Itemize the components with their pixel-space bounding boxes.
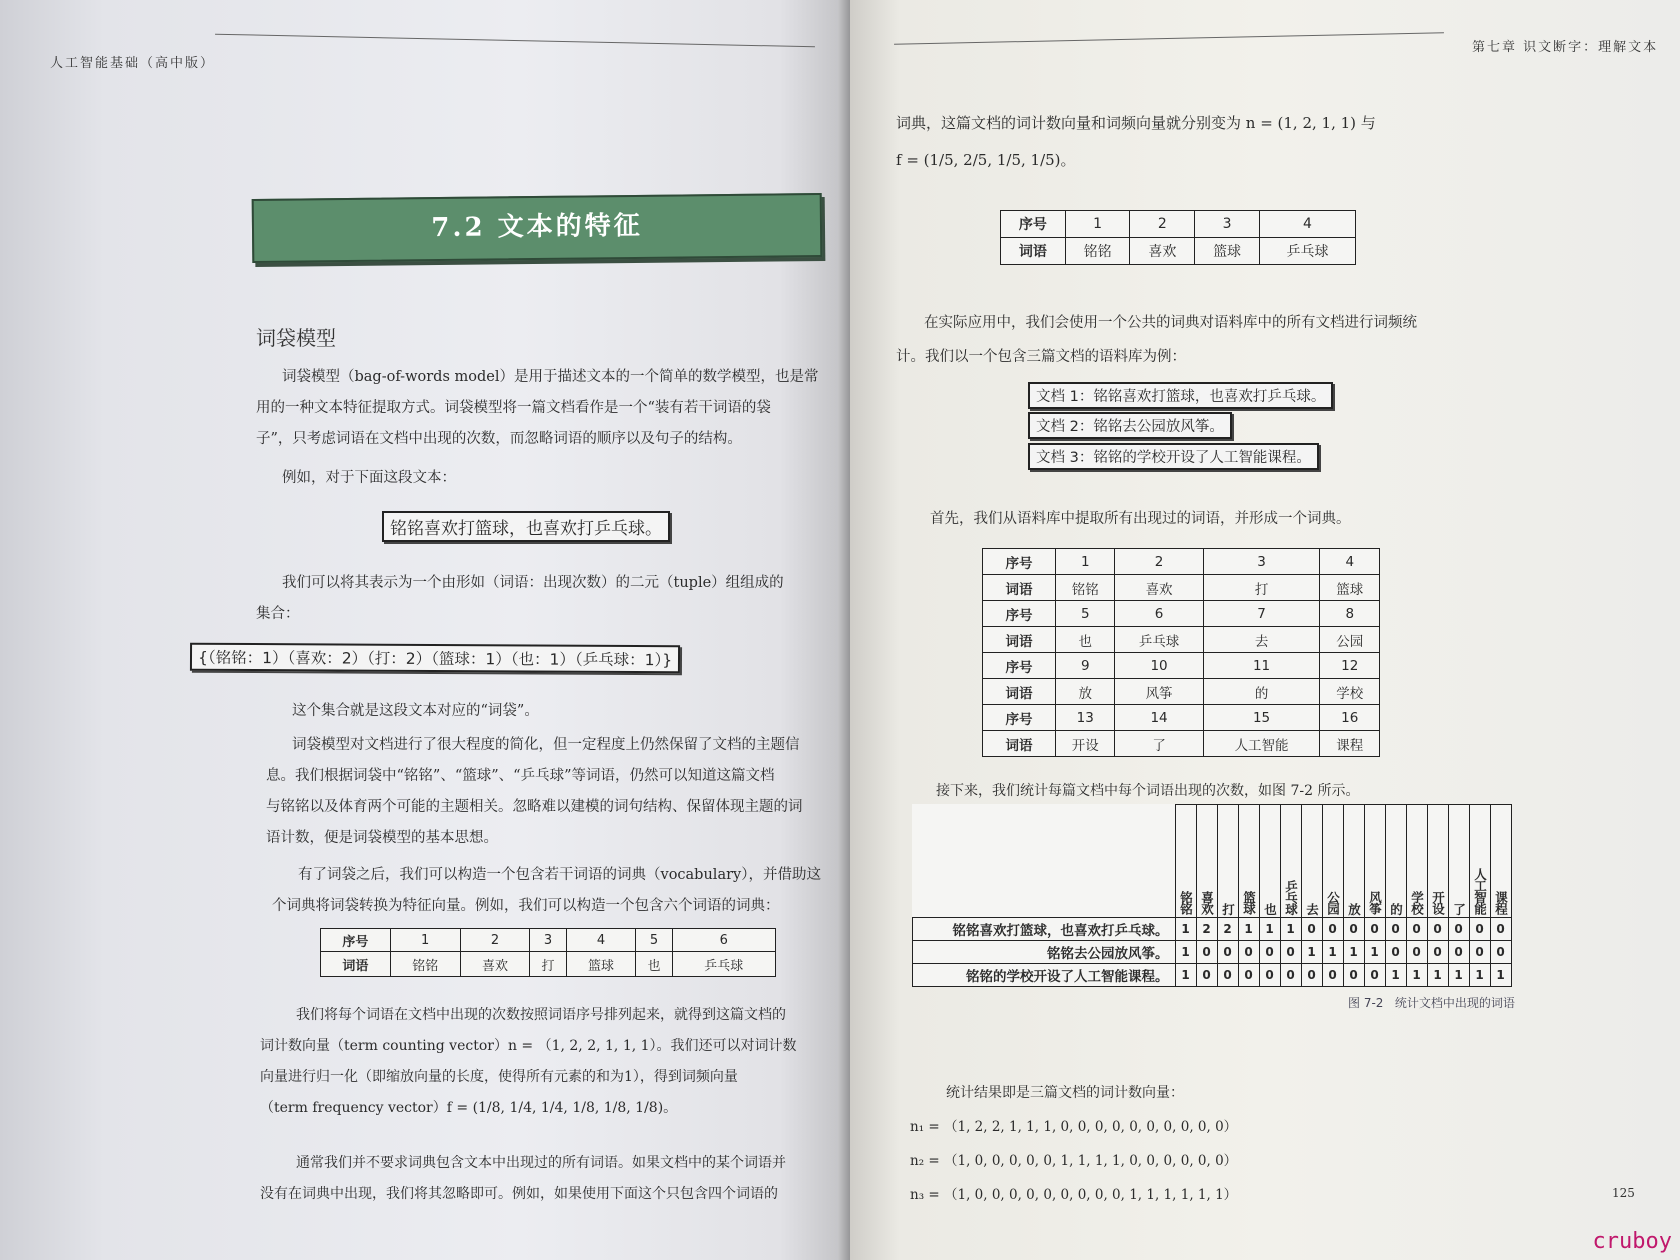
table-header-cell: 词语 (321, 952, 391, 977)
table-cell: 6 (672, 929, 775, 952)
table-cell: 13 (1056, 705, 1115, 731)
paragraph-2: 例如，对于下面这段文本： (282, 470, 456, 486)
paragraph-r4: 统计结果即是三篇文档的词计数向量： (946, 1085, 1184, 1101)
vocab-table-6 (320, 928, 776, 977)
table-header-cell: 序号 (983, 601, 1056, 627)
matrix-cell: 0 (1406, 941, 1427, 964)
table-cell: 14 (1115, 705, 1203, 731)
vector-n1: n₁ = （1, 2, 2, 1, 1, 1, 0, 0, 0, 0, 0, 0, 0, 0, 0, 0） (910, 1119, 1238, 1135)
table-cell: 铭铭 (1056, 575, 1115, 601)
page-number: 125 (1612, 1186, 1635, 1200)
matrix-column-header (1280, 805, 1301, 918)
table-header-cell: 序号 (983, 549, 1056, 575)
text-line: 我们将每个词语在文档中出现的次数按照词语序号排列起来，就得到这篇文档的 (296, 1007, 786, 1023)
column-label: 风筝 (1367, 891, 1383, 914)
table-cell: 也 (636, 952, 672, 977)
column-label: 铭铭 (1178, 891, 1194, 914)
table-cell: 11 (1203, 653, 1320, 679)
matrix-corner (913, 805, 1176, 918)
matrix-row (913, 941, 1512, 964)
table-header-cell: 词语 (983, 679, 1056, 705)
table-cell: 喜欢 (1130, 238, 1195, 265)
text-line: 子”，只考虑词语在文档中出现的次数，而忽略词语的顺序以及句子的结构。 (256, 431, 742, 447)
header-rule-right (894, 32, 1444, 45)
matrix-column-header (1343, 805, 1364, 918)
matrix-cell: 0 (1385, 941, 1406, 964)
table-header-cell: 词语 (983, 731, 1056, 757)
matrix-cell: 1 (1259, 918, 1280, 941)
table-cell: 4 (1259, 211, 1355, 238)
figure-number: 图 7-2 (1348, 996, 1384, 1010)
right-page (850, 0, 1680, 1260)
matrix-cell: 0 (1217, 941, 1238, 964)
vocab-table-4 (1000, 210, 1356, 265)
table-cell: 打 (1203, 575, 1320, 601)
table-cell: 开设 (1056, 731, 1115, 757)
matrix-column-header (1385, 805, 1406, 918)
table-header-cell: 序号 (983, 653, 1056, 679)
text-line: 词袋模型对文档进行了很大程度的简化，但一定程度上仍然保留了文档的主题信 (292, 737, 800, 753)
doc-2-box: 文档 2：铭铭去公园放风筝。 (1028, 412, 1232, 439)
matrix-column-header (1322, 805, 1343, 918)
paragraph-6 (272, 860, 821, 922)
text-line: 集合： (256, 606, 300, 622)
table-cell: 3 (1195, 211, 1260, 238)
table-cell: 风筝 (1115, 679, 1203, 705)
running-header-right: 第七章 识文断字：理解文本 (1472, 40, 1659, 55)
count-matrix-figure (912, 804, 1512, 987)
table-cell: 去 (1203, 627, 1320, 653)
text-line: 与铭铭以及体育两个可能的主题相关。忽略难以建模的词句结构、保留体现主题的词 (266, 799, 803, 815)
section-title: 7.2 文本的特征 (431, 210, 643, 244)
table-row (983, 653, 1380, 679)
matrix-cell: 0 (1280, 941, 1301, 964)
text-line: f = (1/5, 2/5, 1/5, 1/5)。 (896, 151, 1076, 169)
paragraph-8 (260, 1148, 786, 1210)
table-header-cell: 序号 (983, 705, 1056, 731)
table-cell: 1 (390, 929, 460, 952)
paragraph-r3: 接下来，我们统计每篇文档中每个词语出现的次数，如图 7-2 所示。 (936, 783, 1360, 799)
matrix-cell: 0 (1322, 918, 1343, 941)
matrix-cell: 0 (1364, 964, 1385, 987)
matrix-cell: 0 (1427, 941, 1448, 964)
table-cell: 7 (1203, 601, 1320, 627)
matrix-cell: 0 (1217, 964, 1238, 987)
matrix-cell: 1 (1175, 941, 1196, 964)
matrix-column-header (1427, 805, 1448, 918)
matrix-cell: 0 (1301, 964, 1322, 987)
text-line: 有了词袋之后，我们可以构造一个包含若干词语的词典（vocabulary），并借助这 (298, 867, 821, 883)
table-cell: 打 (530, 952, 566, 977)
matrix-cell: 1 (1238, 918, 1259, 941)
example-text-box: 铭铭喜欢打篮球，也喜欢打乒乓球。 (382, 511, 670, 542)
matrix-column-header (1175, 805, 1196, 918)
paragraph-5 (266, 730, 803, 854)
paragraph-r2: 首先，我们从语料库中提取所有出现过的词语，并形成一个词典。 (930, 511, 1351, 527)
column-label: 喜欢 (1199, 891, 1215, 914)
matrix-cell: 0 (1196, 941, 1217, 964)
paragraph-4: 这个集合就是这段文本对应的“词袋”。 (292, 703, 539, 719)
paragraph-3 (256, 568, 784, 630)
section-title-band (252, 193, 823, 263)
table-cell: 4 (1320, 549, 1380, 575)
matrix-cell: 0 (1343, 964, 1364, 987)
matrix-cell: 0 (1469, 941, 1490, 964)
table-cell: 乒乓球 (1259, 238, 1355, 265)
text-line: 在实际应用中，我们会使用一个公共的词典对语料库中的所有文档进行词频统 (924, 315, 1417, 331)
column-label: 去 (1304, 902, 1320, 914)
matrix-cell: 0 (1364, 918, 1385, 941)
column-label: 公园 (1325, 891, 1341, 914)
table-cell: 篮球 (1195, 238, 1260, 265)
matrix-column-header (1364, 805, 1385, 918)
table-cell: 篮球 (566, 952, 636, 977)
table-cell: 3 (530, 929, 566, 952)
matrix-cell: 1 (1427, 964, 1448, 987)
matrix-row-label: 铭铭喜欢打篮球，也喜欢打乒乓球。 (913, 918, 1176, 941)
table-cell: 铭铭 (390, 952, 460, 977)
table-row (983, 705, 1380, 731)
column-label: 学校 (1409, 891, 1425, 914)
table-header-cell: 序号 (1001, 211, 1066, 238)
table-cell: 3 (1203, 549, 1320, 575)
table-cell: 10 (1115, 653, 1203, 679)
table-header-cell: 词语 (1001, 238, 1066, 265)
matrix-row-label: 铭铭去公园放风筝。 (913, 941, 1176, 964)
table-row (983, 601, 1380, 627)
table-row (321, 929, 776, 952)
doc-1-box: 文档 1：铭铭喜欢打篮球，也喜欢打乒乓球。 (1028, 382, 1333, 409)
table-cell: 课程 (1320, 731, 1380, 757)
text-line: 词典，这篇文档的词计数向量和词频向量就分别变为 n = (1, 2, 1, 1) 与 (896, 114, 1376, 132)
matrix-cell: 1 (1469, 964, 1490, 987)
text-line: 个词典将词袋转换为特征向量。例如，我们可以构造一个包含六个词语的词典： (272, 898, 780, 914)
matrix-cell: 0 (1280, 964, 1301, 987)
table-row (321, 952, 776, 977)
matrix-cell: 0 (1469, 918, 1490, 941)
column-label: 乒乓球 (1283, 879, 1299, 914)
vocab-table-16 (982, 548, 1380, 757)
matrix-header-row (913, 805, 1512, 918)
matrix-cell: 0 (1448, 941, 1469, 964)
text-line: 词袋模型（bag-of-words model）是用于描述文本的一个简单的数学模型，也是常 (282, 369, 819, 385)
column-label: 开设 (1430, 891, 1446, 914)
matrix-cell: 1 (1364, 941, 1385, 964)
vector-n3: n₃ = （1, 0, 0, 0, 0, 0, 0, 0, 0, 0, 1, 1, 1, 1, 1, 1） (910, 1187, 1238, 1203)
watermark: cruboy (1592, 1229, 1672, 1254)
figure-caption (1348, 994, 1515, 1011)
table-cell: 篮球 (1320, 575, 1380, 601)
table-cell: 2 (1115, 549, 1203, 575)
matrix-column-header (1196, 805, 1217, 918)
table-cell: 5 (1056, 601, 1115, 627)
matrix-cell: 0 (1238, 964, 1259, 987)
table-cell: 的 (1203, 679, 1320, 705)
matrix-cell: 0 (1448, 918, 1469, 941)
matrix-cell: 0 (1490, 941, 1511, 964)
text-line: 我们可以将其表示为一个由形如（词语：出现次数）的二元（tuple）组组成的 (282, 575, 784, 591)
matrix-cell: 1 (1343, 941, 1364, 964)
matrix-column-header (1406, 805, 1427, 918)
matrix-cell: 0 (1322, 964, 1343, 987)
table-cell: 1 (1065, 211, 1130, 238)
table-cell: 9 (1056, 653, 1115, 679)
matrix-cell: 0 (1238, 941, 1259, 964)
table-cell: 了 (1115, 731, 1203, 757)
text-line: （term frequency vector）f = (1/8, 1/4, 1/4, 1/8, 1/8, 1/8)。 (260, 1100, 678, 1116)
table-row (983, 679, 1380, 705)
text-line: 向量进行归一化（即缩放向量的长度，使得所有元素的和为1），得到词频向量 (260, 1069, 738, 1085)
column-label: 课程 (1493, 891, 1509, 914)
matrix-column-header (1301, 805, 1322, 918)
table-cell: 16 (1320, 705, 1380, 731)
table-cell: 放 (1056, 679, 1115, 705)
running-header-left: 人工智能基础（高中版） (50, 56, 216, 71)
doc-3-box: 文档 3：铭铭的学校开设了人工智能课程。 (1028, 443, 1319, 470)
text-line: 通常我们并不要求词典包含文本中出现过的所有词语。如果文档中的某个词语并 (296, 1155, 786, 1171)
table-cell: 6 (1115, 601, 1203, 627)
table-cell: 2 (460, 929, 530, 952)
column-label: 也 (1262, 902, 1278, 914)
matrix-column-header (1217, 805, 1238, 918)
column-label: 人工智能 (1472, 868, 1488, 914)
vocab-table-16-body (983, 549, 1380, 757)
table-header-cell: 词语 (983, 627, 1056, 653)
text-line: 息。我们根据词袋中“铭铭”、“篮球”、“乒乓球”等词语，仍然可以知道这篇文档 (266, 768, 775, 784)
table-row (1001, 211, 1356, 238)
figure-title: 统计文档中出现的词语 (1394, 996, 1515, 1010)
matrix-column-header (1238, 805, 1259, 918)
column-label: 打 (1220, 902, 1236, 914)
matrix-cell: 2 (1217, 918, 1238, 941)
matrix-cell: 1 (1322, 941, 1343, 964)
matrix-cell: 1 (1175, 964, 1196, 987)
top-paragraph (896, 108, 1376, 176)
text-line: 没有在词典中出现，我们将其忽略即可。例如，如果使用下面这个只包含四个词语的 (260, 1186, 778, 1202)
table-cell: 也 (1056, 627, 1115, 653)
text-line: 计。我们以一个包含三篇文档的语料库为例： (896, 349, 1186, 365)
table-cell: 乒乓球 (672, 952, 775, 977)
matrix-cell: 1 (1385, 964, 1406, 987)
table-cell: 喜欢 (1115, 575, 1203, 601)
matrix-cell: 1 (1175, 918, 1196, 941)
table-cell: 乒乓球 (1115, 627, 1203, 653)
table-cell: 学校 (1320, 679, 1380, 705)
column-label: 篮球 (1241, 891, 1257, 914)
table-cell: 人工智能 (1203, 731, 1320, 757)
text-line: 语计数，便是词袋模型的基本思想。 (266, 830, 498, 846)
matrix-column-header (1490, 805, 1511, 918)
text-line: 词计数向量（term counting vector）n = （1, 2, 2, 1, 1, 1）。我们还可以对词计数 (260, 1038, 797, 1054)
matrix-row (913, 918, 1512, 941)
table-cell: 8 (1320, 601, 1380, 627)
column-label: 放 (1346, 902, 1362, 914)
matrix-cell: 0 (1259, 941, 1280, 964)
table-row (983, 549, 1380, 575)
table-cell: 公园 (1320, 627, 1380, 653)
matrix-cell: 0 (1196, 964, 1217, 987)
table-cell: 15 (1203, 705, 1320, 731)
paragraph-7 (260, 1000, 797, 1124)
matrix-cell: 0 (1343, 918, 1364, 941)
count-vectors (910, 1110, 1237, 1212)
subheading: 词袋模型 (256, 326, 336, 350)
matrix-column-header (1259, 805, 1280, 918)
header-rule-left (215, 34, 815, 48)
column-label: 的 (1388, 902, 1404, 914)
table-cell: 1 (1056, 549, 1115, 575)
column-label: 了 (1451, 902, 1467, 914)
matrix-cell: 0 (1490, 918, 1511, 941)
table-cell: 2 (1130, 211, 1195, 238)
matrix-cell: 1 (1448, 964, 1469, 987)
table-header-cell: 序号 (321, 929, 391, 952)
table-row (983, 731, 1380, 757)
table-row (983, 627, 1380, 653)
table-cell: 铭铭 (1065, 238, 1130, 265)
matrix-row (913, 964, 1512, 987)
table-row (983, 575, 1380, 601)
matrix-cell: 0 (1406, 918, 1427, 941)
table-row (1001, 238, 1356, 265)
matrix-row-label: 铭铭的学校开设了人工智能课程。 (913, 964, 1176, 987)
table-cell: 4 (566, 929, 636, 952)
matrix-cell: 0 (1301, 918, 1322, 941)
vector-n2: n₂ = （1, 0, 0, 0, 0, 0, 1, 1, 1, 1, 0, 0, 0, 0, 0, 0） (910, 1153, 1238, 1169)
matrix-cell: 0 (1385, 918, 1406, 941)
count-matrix-body (913, 805, 1512, 987)
table-cell: 12 (1320, 653, 1380, 679)
matrix-cell: 2 (1196, 918, 1217, 941)
table-cell: 喜欢 (460, 952, 530, 977)
matrix-cell: 1 (1406, 964, 1427, 987)
tuple-set-box: {（铭铭：1）（喜欢：2）（打：2）（篮球：1）（也：1）（乒乓球：1）} (190, 643, 680, 674)
matrix-cell: 0 (1259, 964, 1280, 987)
paragraph-r1 (896, 306, 1417, 374)
matrix-column-header (1469, 805, 1490, 918)
table-cell: 5 (636, 929, 672, 952)
matrix-cell: 1 (1301, 941, 1322, 964)
text-line: 用的一种文本特征提取方式。词袋模型将一篇文档看作是一个“装有若干词语的袋 (256, 400, 771, 416)
matrix-column-header (1448, 805, 1469, 918)
table-header-cell: 词语 (983, 575, 1056, 601)
matrix-cell: 1 (1490, 964, 1511, 987)
paragraph-1 (256, 362, 819, 455)
matrix-cell: 0 (1427, 918, 1448, 941)
matrix-cell: 1 (1280, 918, 1301, 941)
